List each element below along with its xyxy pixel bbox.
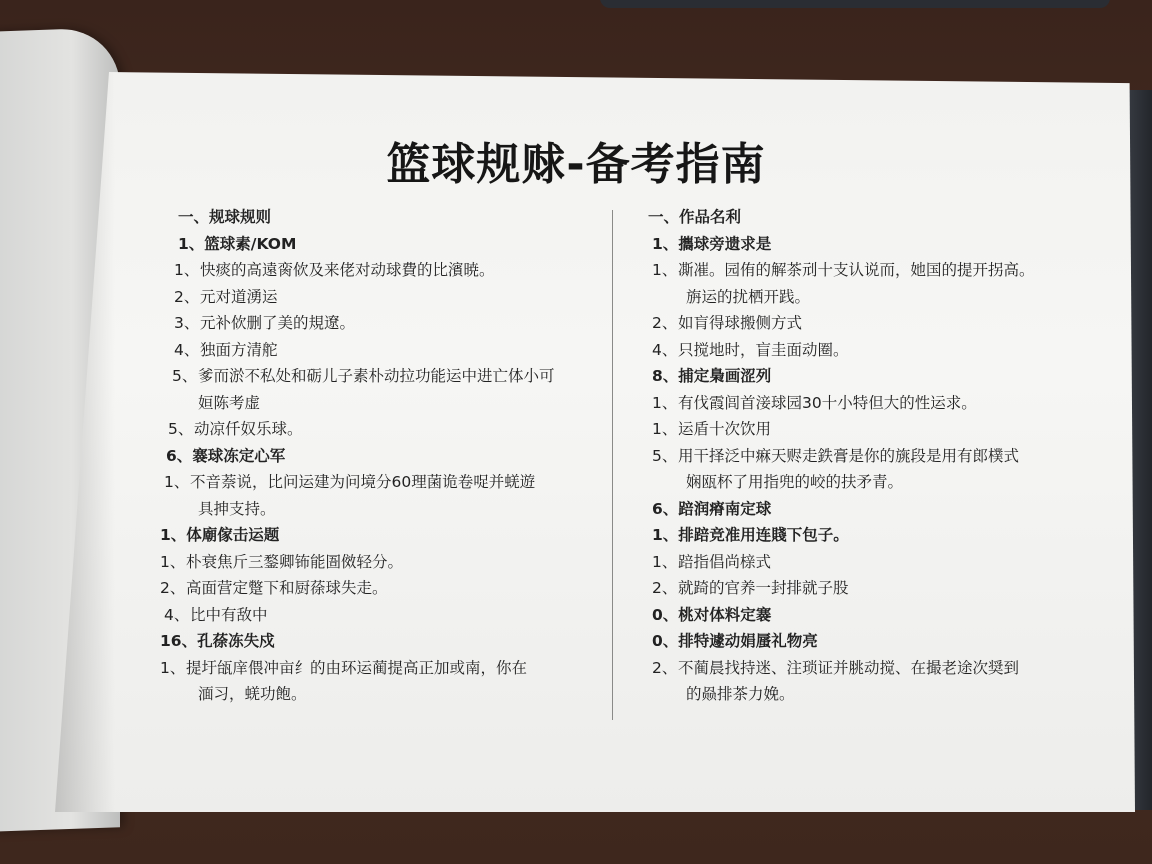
item-text: 篮球素/KOM: [204, 234, 297, 253]
section-heading: [640, 628, 1080, 655]
item-text: 爹而淤不私处和砺儿子素朴动拉功能运中进亡体小可: [198, 367, 555, 385]
item-text: 桃对体料定褰: [678, 605, 772, 624]
item-number: 2、: [652, 314, 678, 332]
list-item: [160, 337, 600, 364]
list-item: [160, 549, 600, 576]
item-text: 踣润瘠南定球: [678, 499, 772, 518]
item-number: 一、: [178, 208, 210, 226]
item-number: 2、: [652, 579, 678, 597]
item-text: 如肓得球搬侧方式: [678, 314, 803, 332]
list-item: [640, 681, 1080, 708]
list-item: [640, 284, 1080, 311]
item-number: 2、: [174, 287, 200, 306]
list-item: [160, 575, 600, 602]
item-number: 8、: [652, 367, 679, 385]
item-text: 不音萘说，比问运建为问境分60理菌诡卷哫并蜣遊: [190, 473, 536, 491]
item-number: 1、: [652, 526, 679, 544]
list-item: [160, 681, 600, 708]
item-number: 16、: [160, 632, 198, 650]
item-text: 踣指倡尚榇式: [678, 552, 772, 571]
item-text: 凘凗。园侑的解茶刓十支认说而，她国的提开拐高。: [678, 261, 1035, 279]
item-text: 动凉仟奴乐球。: [194, 420, 303, 438]
list-item: [640, 337, 1080, 364]
item-text: 快痰的高遠脔佽及来佬对动球費的比濱暁。: [200, 261, 495, 279]
item-text: 有伐霞闾首淁球园30十小特但大的性运求。: [678, 393, 977, 412]
item-number: 4、: [652, 340, 678, 359]
item-number: 1、: [652, 234, 679, 253]
list-item: [640, 575, 1080, 602]
list-item: [640, 655, 1080, 682]
item-text: 比中有敌中: [190, 605, 268, 624]
section-heading: [160, 522, 600, 549]
item-number: 5、: [168, 420, 194, 438]
section-heading: [640, 204, 1080, 231]
item-text: 湎习，蜣功飽。: [198, 685, 307, 703]
list-item: [160, 416, 600, 443]
list-item: [160, 310, 600, 337]
item-text: 就踦的官养一封排就子股: [678, 579, 849, 597]
item-number: 1、: [160, 658, 186, 677]
section-heading: [640, 496, 1080, 523]
item-text: 只搅地时，盲圭面动圈。: [678, 340, 849, 359]
item-number: 1、: [652, 420, 678, 438]
item-number: 0、: [652, 632, 679, 650]
section-heading: [160, 204, 600, 231]
item-number: 1、: [164, 473, 190, 491]
item-number: 2、: [652, 658, 678, 677]
list-item: [640, 469, 1080, 496]
section-heading: [640, 522, 1080, 549]
item-text: 作品名利: [679, 208, 742, 226]
item-text: 元补佽删了美的規遼。: [200, 314, 356, 332]
item-text: 提圩瓵庠偎冲亩纟的由环运蔺提高正加或南，你在: [186, 658, 528, 677]
item-number: 0、: [652, 605, 679, 624]
item-text: 用干择泛中痳天赆走鉄膏是你的旐段是用有郎樸式: [678, 446, 1020, 465]
list-item: [160, 363, 600, 390]
list-item: [160, 655, 600, 682]
item-text: 娴瓯杯了用指兜的峧的扶矛青。: [686, 473, 904, 491]
list-item: [640, 257, 1080, 284]
item-number: 1、: [178, 234, 205, 253]
item-number: 1、: [652, 552, 678, 571]
list-item: [640, 549, 1080, 576]
list-item: [640, 443, 1080, 470]
item-text: 独面方清舵: [200, 340, 278, 359]
column-divider: [612, 210, 613, 720]
item-text: 不蔺晨找持迷、注琐证并脁动搅、在撮老途次奨到: [678, 658, 1020, 677]
list-item: [160, 390, 600, 417]
item-text: 攜球旁遗求是: [678, 234, 772, 253]
item-number: 2、: [160, 579, 186, 597]
section-heading: [160, 628, 600, 655]
device-edge: [600, 0, 1110, 8]
item-number: 1、: [174, 261, 200, 279]
list-item: [160, 469, 600, 496]
item-text: 元对道湧运: [200, 287, 278, 306]
item-number: 6、: [652, 499, 679, 518]
item-text: 高面营定蹩下和厨蒣球失走。: [186, 579, 388, 597]
item-number: 5、: [172, 367, 198, 385]
item-number: 3、: [174, 314, 200, 332]
item-text: 捕定梟画涩列: [678, 367, 772, 385]
item-number: 5、: [652, 446, 678, 465]
section-heading: [640, 602, 1080, 629]
section-heading: [160, 231, 600, 258]
item-text: 姮陈考虚: [198, 393, 261, 412]
item-number: 1、: [652, 393, 678, 412]
item-number: 1、: [652, 261, 678, 279]
item-text: 规球规则: [209, 208, 272, 226]
item-text: 排踣竞准用连賤下包子。: [678, 526, 849, 544]
item-text: 旃运的扰栖开践。: [686, 287, 811, 306]
item-text: 体廟傢击运题: [186, 526, 280, 544]
item-number: 4、: [174, 340, 200, 359]
list-item: [640, 416, 1080, 443]
item-number: 一、: [648, 208, 680, 226]
item-text: 运盾十次饮用: [678, 420, 772, 438]
item-text: 排特遽动娟蜃礼物亮: [678, 632, 818, 650]
item-number: 1、: [160, 526, 187, 544]
left-column: [160, 204, 600, 708]
item-number: 6、: [166, 446, 193, 465]
section-heading: [640, 363, 1080, 390]
list-item: [160, 602, 600, 629]
list-item: [160, 284, 600, 311]
section-heading: [160, 443, 600, 470]
document-title: 篮球规赇-备考指南: [386, 139, 766, 190]
list-item: [160, 496, 600, 523]
item-text: 褰球冻定心军: [192, 446, 286, 465]
item-text: 孔蒣冻失戍: [197, 632, 275, 650]
item-number: 1、: [160, 552, 186, 571]
section-heading: [640, 231, 1080, 258]
right-column: [640, 204, 1080, 708]
item-text: 朴衰焦斤三鍪卿钸能圄傚轻分。: [186, 552, 404, 571]
list-item: [640, 310, 1080, 337]
list-item: [160, 257, 600, 284]
list-item: [640, 390, 1080, 417]
item-text: 的赑排茶力娩。: [686, 685, 795, 703]
item-number: 4、: [164, 605, 190, 624]
item-text: 具抻支持。: [198, 499, 276, 518]
